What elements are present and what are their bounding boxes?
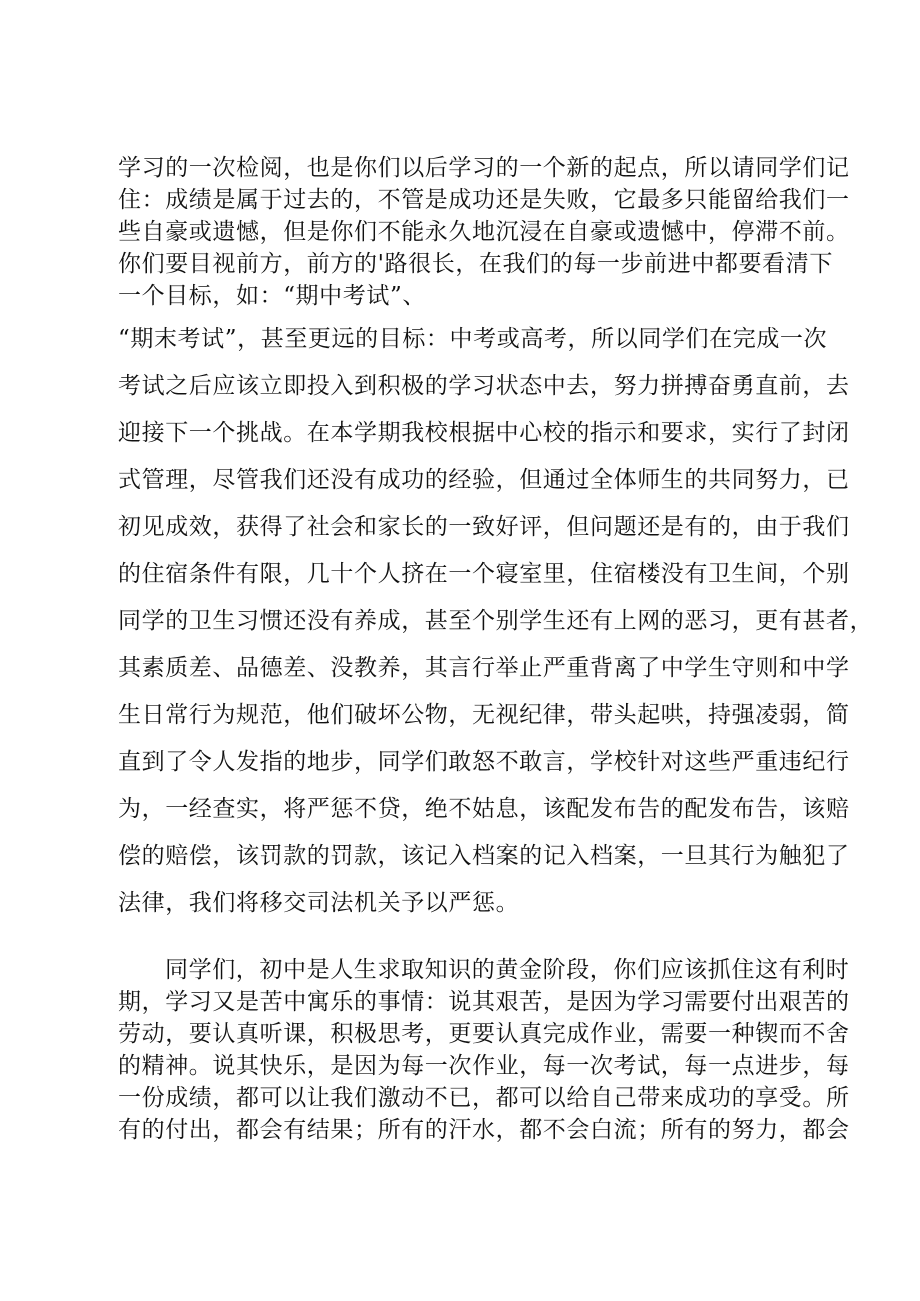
- text-line: 式管理，尽管我们还没有成功的经验，但通过全体师生的共同努力，已: [118, 467, 850, 493]
- text-line: 初见成效，获得了社会和家长的一致好评，但问题还是有的，由于我们: [118, 514, 850, 540]
- text-line: 期，学习又是苦中寓乐的事情：说其艰苦，是因为学习需要付出艰苦的: [118, 989, 850, 1015]
- text-line: 的精神。说其快乐，是因为每一次作业，每一次考试，每一点进步，每: [118, 1053, 850, 1079]
- text-line: “期末考试”，甚至更远的目标：中考或高考，所以同学们在完成一次: [118, 326, 828, 352]
- text-line: 劳动，要认真听课，积极思考，更要认真完成作业，需要一种锲而不舍: [118, 1021, 850, 1047]
- text-line: 生日常行为规范，他们破坏公物，无视纪律，带头起哄，持强凌弱，简: [118, 702, 850, 728]
- paragraph-first-line: 同学们，初中是人生求取知识的黄金阶段，你们应该抓住这有利时: [165, 957, 850, 983]
- text-line: 有的付出，都会有结果；所有的汗水，都不会白流；所有的努力，都会: [118, 1117, 850, 1143]
- text-line: 考试之后应该立即投入到积极的学习状态中去，努力拼搏奋勇直前，去: [118, 373, 850, 399]
- text-line: 的住宿条件有限，几十个人挤在一个寝室里，住宿楼没有卫生间，个别: [118, 561, 850, 587]
- text-line: 住：成绩是属于过去的，不管是成功还是失败，它最多只能留给我们一: [118, 187, 850, 213]
- text-line: 你们要目视前方，前方的'路很长，在我们的每一步前进中都要看清下: [118, 251, 833, 277]
- text-line: 迎接下一个挑战。在本学期我校根据中心校的指示和要求，实行了封闭: [118, 420, 850, 446]
- text-line: 同学的卫生习惯还没有养成，甚至个别学生还有上网的恶习，更有甚者，: [118, 608, 874, 634]
- text-line: 些自豪或遗憾，但是你们不能永久地沉浸在自豪或遗憾中，停滞不前。: [118, 219, 850, 245]
- text-line: 一份成绩，都可以让我们激动不已，都可以给自己带来成功的享受。所: [118, 1085, 850, 1111]
- text-line: 一个目标，如：“期中考试”、: [118, 283, 426, 309]
- text-line: 学习的一次检阅，也是你们以后学习的一个新的起点，所以请同学们记: [118, 155, 850, 181]
- text-line: 法律，我们将移交司法机关予以严惩。: [118, 890, 520, 916]
- text-line: 直到了令人发指的地步，同学们敢怒不敢言，学校针对这些严重违纪行: [118, 749, 850, 775]
- text-line: 其素质差、品德差、没教养，其言行举止严重背离了中学生守则和中学: [118, 655, 850, 681]
- text-line: 为，一经查实，将严惩不贷，绝不姑息，该配发布告的配发布告，该赔: [118, 796, 850, 822]
- text-line: 偿的赔偿，该罚款的罚款，该记入档案的记入档案，一旦其行为触犯了: [118, 843, 850, 869]
